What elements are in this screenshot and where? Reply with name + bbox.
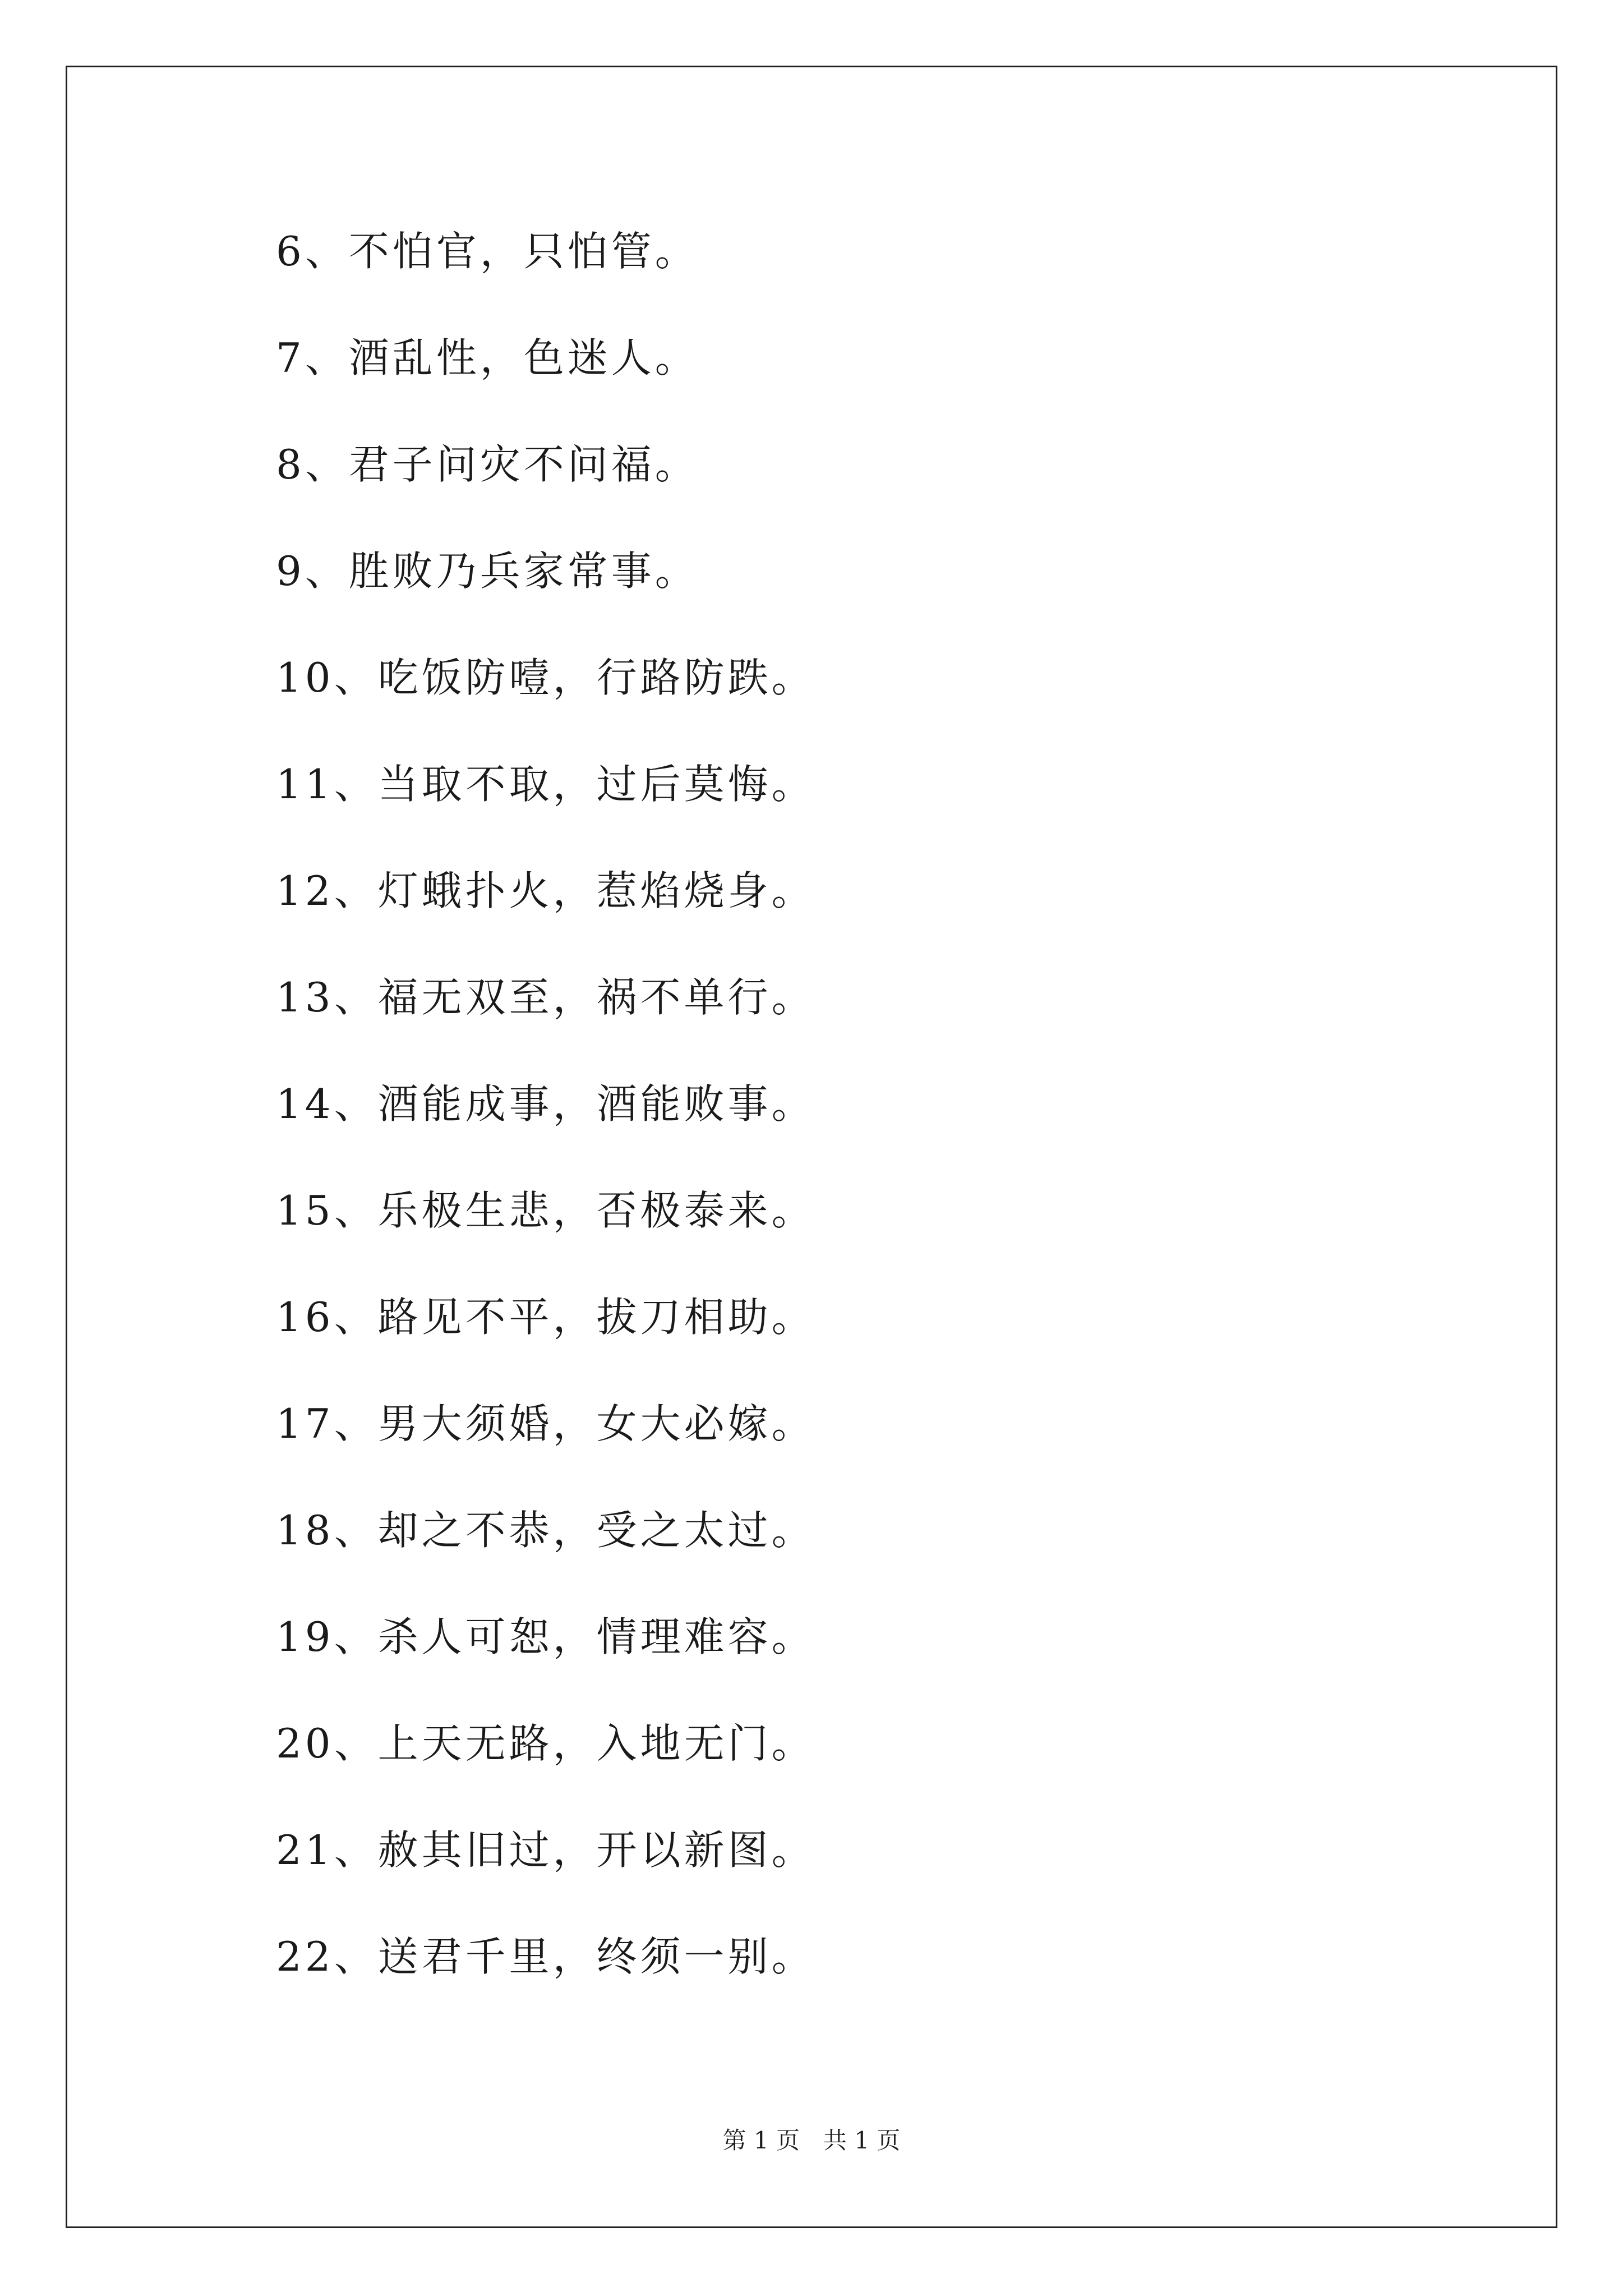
proverb-item: 15、乐极生悲，否极泰来。 [276,1187,815,1234]
proverb-item: 14、酒能成事，酒能败事。 [276,1080,815,1128]
proverb-item: 6、不怕官，只怕管。 [276,228,699,275]
proverb-item: 20、上天无路，入地无门。 [276,1720,815,1767]
proverb-item: 8、君子问灾不问福。 [276,441,699,488]
proverb-item: 18、却之不恭，受之太过。 [276,1507,815,1554]
proverb-item: 9、胜败乃兵家常事。 [276,547,699,595]
page-footer: 第 1 页 共 1 页 [722,2127,901,2154]
proverb-item: 21、赦其旧过，开以新图。 [276,1826,815,1874]
proverb-item: 13、福无双至，祸不单行。 [276,974,815,1021]
proverb-item: 19、杀人可恕，情理难容。 [276,1613,815,1660]
proverb-item: 11、当取不取，过后莫悔。 [276,761,815,808]
page-border [66,66,1557,2228]
proverb-item: 22、送君千里，终须一别。 [276,1933,815,1980]
proverb-item: 16、路见不平，拔刀相助。 [276,1294,815,1341]
proverb-item: 17、男大须婚，女大必嫁。 [276,1400,815,1447]
proverb-item: 10、吃饭防噎，行路防跌。 [276,654,815,701]
proverb-item: 12、灯蛾扑火，惹焰烧身。 [276,867,815,914]
proverb-item: 7、酒乱性，色迷人。 [276,334,699,381]
